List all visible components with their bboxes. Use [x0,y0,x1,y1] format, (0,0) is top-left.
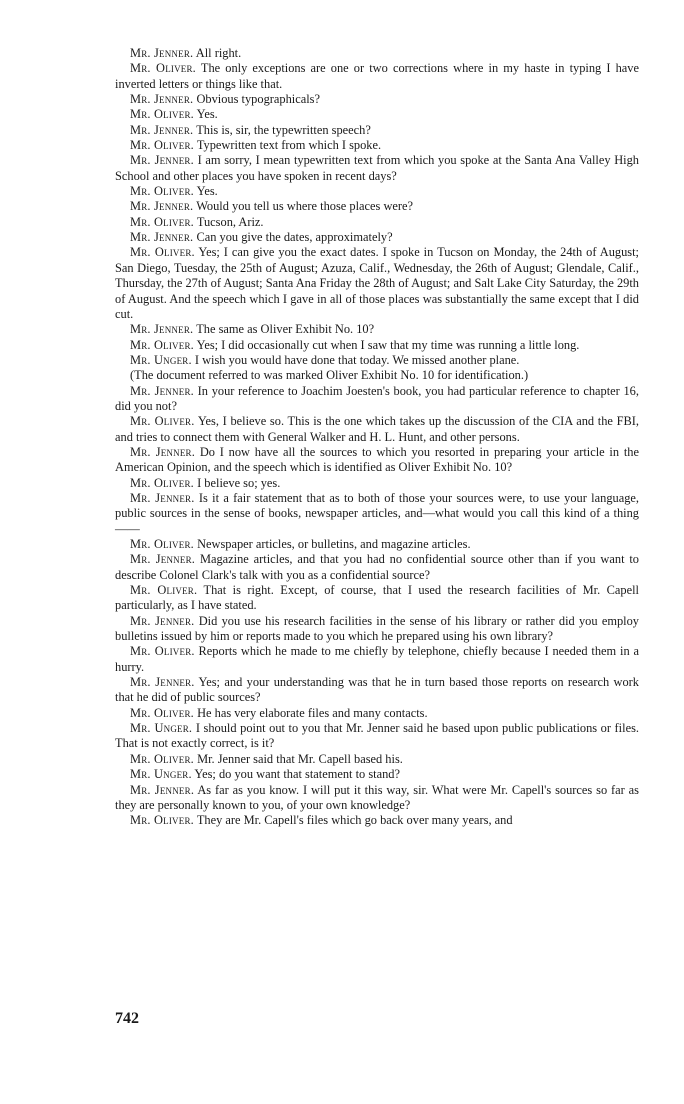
testimony-text: This is, sir, the typewritten speech? [196,122,371,137]
transcript-paragraph [115,123,639,138]
transcript-paragraph [115,445,639,476]
testimony-text: Reports which he made to me chiefly by telephone, chiefly because I needed them in a hurry. [115,644,639,674]
speaker-name: Mr. Jenner. [130,383,194,398]
speaker-name: Mr. Jenner. [130,92,194,107]
transcript-paragraph [115,353,639,368]
transcript-paragraph [115,767,639,782]
speaker-name: Mr. Oliver. [130,138,194,153]
transcript-paragraph [115,46,639,61]
testimony-text: Yes; and your understanding was that he in turn based those reports on research work that he did of public sources? [115,675,639,705]
speaker-name: Mr. Oliver. [130,475,194,490]
transcript-paragraph [115,199,639,214]
transcript-paragraph [115,322,639,337]
page-number: 742 [115,1010,139,1027]
speaker-name: Mr. Oliver. [130,214,194,229]
testimony-text: In your reference to Joachim Joesten's book, you had particular reference to chapter 16, did you not? [115,383,639,413]
testimony-text: Tucson, Ariz. [196,214,264,229]
speaker-name: Mr. Jenner. [130,613,195,628]
speaker-name: Mr. Jenner. [130,153,194,168]
transcript-paragraph [115,476,639,491]
testimony-text: Yes; I did occasionally cut when I saw that my time was running a little long. [196,337,580,352]
speaker-name: Mr. Jenner. [130,230,194,245]
speaker-name: Mr. Oliver. [130,705,194,720]
transcript-paragraph [115,706,639,721]
transcript-paragraph [115,61,639,92]
testimony-text: Did you use his research facilities in the sense of his library or rather did you employ bulletins issued by him or reports made to you which he prepared using his own library? [115,613,639,644]
speaker-name: Mr. Jenner. [130,199,194,214]
speaker-name: Mr. Oliver. [130,414,195,429]
testimony-text: The same as Oliver Exhibit No. 10? [196,322,375,337]
testimony-text: Mr. Jenner said that Mr. Capell based his. [197,751,403,766]
speaker-name: Mr. Oliver. [130,107,194,122]
speaker-name: Mr. Unger. [130,352,192,367]
speaker-name: Mr. Oliver. [130,184,194,199]
transcript-paragraph [115,245,639,322]
testimony-text: Yes. [196,107,218,122]
speaker-name: Mr. Oliver. [130,61,196,76]
transcript-paragraph [115,491,639,537]
transcript-paragraph [115,414,639,445]
transcript-paragraph [115,721,639,752]
transcript-paragraph [115,215,639,230]
speaker-name: Mr. Jenner. [130,322,194,337]
testimony-text: Yes. [196,184,218,199]
testimony-text: Yes; do you want that statement to stand? [194,767,400,782]
transcript-paragraph [115,230,639,245]
speaker-name: Mr. Oliver. [130,644,195,659]
transcript-paragraph [115,107,639,122]
speaker-name: Mr. Jenner. [130,675,195,690]
testimony-text: They are Mr. Capell's files which go back over many years, and [196,813,513,828]
speaker-name: Mr. Oliver. [130,813,194,828]
speaker-name: Mr. Oliver. [130,583,198,598]
transcript-paragraph [115,153,639,184]
transcript-paragraph [115,583,639,614]
testimony-text: I am sorry, I mean typewritten text from which you spoke at the Santa Ana Valley High School and other places you have spoken in recent days? [115,153,639,183]
transcript-paragraph [115,138,639,153]
testimony-text: Magazine articles, and that you had no confidential source other than if you want to describe Colonel Clark's talk with you as a confidential source? [115,552,639,582]
transcript-paragraph [115,537,639,552]
testimony-text: Yes, I believe so. This is the one which takes up the discussion of the CIA and the FBI, and tries to connect them with General Walker and H. L. Hunt, and other persons. [115,414,639,444]
transcript-paragraph [115,752,639,767]
testimony-text: As far as you know. I will put it this way, sir. What were Mr. Capell's sources so far as they are personally known to you, of your own knowledge? [115,782,639,812]
transcript-paragraph [115,783,639,814]
testimony-text: The only exceptions are one or two corrections where in my haste in typing I have inverted letters or things like that. [115,61,639,91]
testimony-text: Typewritten text from which I spoke. [196,138,382,153]
transcript-body [115,46,639,829]
speaker-name: Mr. Jenner. [130,444,196,459]
testimony-text: Is it a fair statement that as to both of those your sources were, to use your language, public sources in the sense of books, newspaper articles, and—what would you call this kind of a thing—— [115,490,639,536]
speaker-name: Mr. Oliver. [130,245,195,260]
speaker-name: Mr. Oliver. [130,537,194,551]
speaker-name: Mr. Jenner. [130,782,195,797]
speaker-name: Mr. Oliver. [130,751,194,766]
testimony-text: I wish you would have done that today. We missed another plane. [194,352,520,367]
transcript-paragraph [115,552,639,583]
exhibit-note-text: (The document referred to was marked Oliver Exhibit No. 10 for identification.) [130,368,529,383]
transcript-paragraph [115,644,639,675]
speaker-name: Mr. Jenner. [130,552,196,567]
testimony-text: Would you tell us where those places were? [196,199,414,214]
speaker-name: Mr. Jenner. [130,490,195,505]
testimony-text: Can you give the dates, approximately? [196,230,393,245]
speaker-name: Mr. Oliver. [130,337,194,352]
exhibit-note [115,368,639,383]
transcript-paragraph [115,92,639,107]
testimony-text: All right. [195,46,242,60]
testimony-text: That is right. Except, of course, that I used the research facilities of Mr. Capell particularly, as I have stated. [115,583,639,613]
transcript-paragraph [115,614,639,645]
transcript-paragraph [115,184,639,199]
speaker-name: Mr. Jenner. [130,122,194,137]
speaker-name: Mr. Jenner. [130,46,194,60]
speaker-name: Mr. Unger. [130,767,192,782]
transcript-paragraph [115,338,639,353]
transcript-paragraph [115,384,639,415]
testimony-text: Do I now have all the sources to which you resorted in preparing your article in the American Opinion, and the speech which is identified as Oliver Exhibit No. 10? [115,444,639,475]
testimony-text: I should point out to you that Mr. Jenner said he based upon public publications or files. That is not exactly correct, is it? [115,721,639,751]
speaker-name: Mr. Unger. [130,721,193,736]
testimony-text: Obvious typographicals? [196,92,320,107]
testimony-text: He has very elaborate files and many contacts. [197,705,428,720]
transcript-paragraph [115,813,639,828]
testimony-text: I believe so; yes. [197,475,281,490]
transcript-paragraph [115,675,639,706]
testimony-text: Yes; I can give you the exact dates. I spoke in Tucson on Monday, the 24th of August; San Diego, Tuesday, the 25th of August; Azuza, Calif., Wednesday, the 26th of August; Glendale, Calif., Thursday, the 27th of August; Santa Ana Friday the 28th of August; and Salt Lake City Saturday, the 29th of August. And the speech which I gave in all of those places was substantially the same except that I did cut. [115,245,639,321]
testimony-text: Newspaper articles, or bulletins, and magazine articles. [197,537,471,551]
